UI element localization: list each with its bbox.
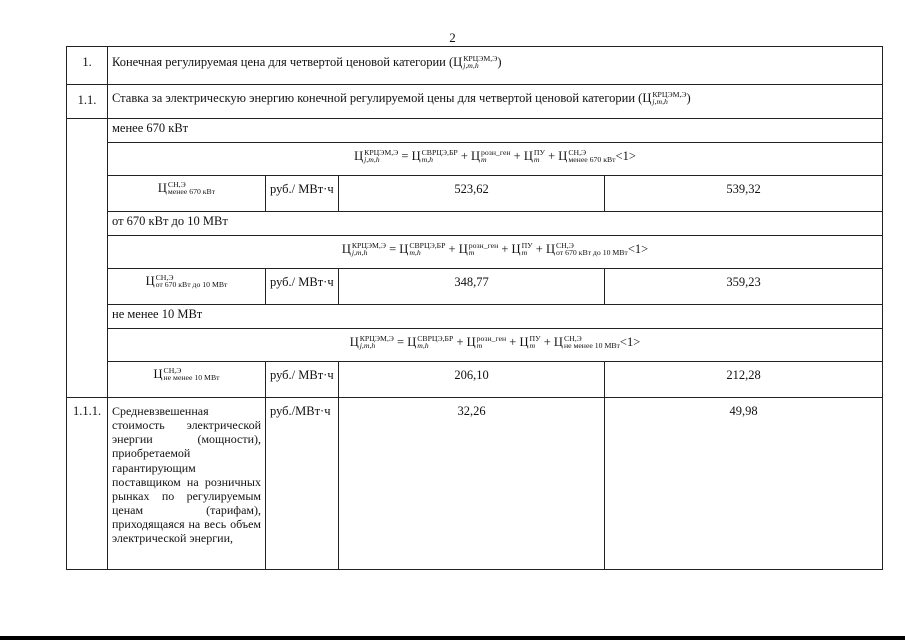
page-number: 2: [449, 30, 456, 45]
row-symbol: Ц СН,Э от 670 кВт до 10 МВт: [108, 269, 266, 305]
value-2: 212,28: [605, 362, 883, 398]
row-symbol: Ц СН,Э менее 670 кВт: [108, 176, 266, 212]
row-title-text: Ставка за электрическую энергию конечной регулируемой цены для четвертой ценовой категории: [112, 91, 636, 105]
scan-edge: [0, 636, 905, 640]
price-symbol: Ц КРЦЭМ,Э j,m,h: [642, 90, 687, 107]
table-row: [67, 47, 883, 85]
formula: Ц КРЦЭМ,Э j,m,h = Ц СВРЦЭ,БР m,h + Ц розн_ген m + Ц ПУ m + Ц СН,Э менее 670 кВт <1>: [108, 143, 883, 176]
table-row: [67, 329, 883, 362]
row-title-text: Конечная регулируемая цена для четвертой ценовой категории: [112, 55, 446, 69]
value-2: 359,23: [605, 269, 883, 305]
value-1: 348,77: [339, 269, 605, 305]
blank-cell: [67, 119, 108, 398]
unit: руб./МВт·ч: [266, 398, 339, 570]
price-table: [66, 46, 883, 570]
table-row: [67, 85, 883, 119]
group-label: менее 670 кВт: [108, 119, 883, 143]
unit: руб./ МВт·ч: [266, 176, 339, 212]
table-row: [67, 119, 883, 143]
unit: руб./ МВт·ч: [266, 362, 339, 398]
row-description: Средневзвешенная стоимость электрической энергии (мощности), приобретаемой гарантирующим поставщиком на розничных рынках по регулируемым ценам (тарифам), приходящаяся на весь объем электрической энергии,: [108, 398, 266, 570]
value-2: 539,32: [605, 176, 883, 212]
formula: Ц КРЦЭМ,Э j,m,h = Ц СВРЦЭ,БР m,h + Ц розн_ген m + Ц ПУ m + Ц СН,Э не менее 10 МВт <1>: [108, 329, 883, 362]
table-row: [67, 362, 883, 398]
row-title: Ставка за электрическую энергию конечной регулируемой цены для четвертой ценовой категории (Ц КРЦЭМ,Э j,m,h ): [108, 85, 883, 119]
table-row: [67, 269, 883, 305]
value-1: 206,10: [339, 362, 605, 398]
row-number: 1.1.: [67, 85, 108, 119]
row-number: 1.: [67, 47, 108, 85]
group-label: не менее 10 МВт: [108, 305, 883, 329]
row-number: 1.1.1.: [67, 398, 108, 570]
value-1: 523,62: [339, 176, 605, 212]
table-row: [67, 305, 883, 329]
table-row: [67, 236, 883, 269]
row-title: Конечная регулируемая цена для четвертой ценовой категории (Ц КРЦЭМ,Э j,m,h ): [108, 47, 883, 85]
row-symbol: Ц СН,Э не менее 10 МВт: [108, 362, 266, 398]
table-row: [67, 398, 883, 570]
value-1: 32,26: [339, 398, 605, 570]
group-label: от 670 кВт до 10 МВт: [108, 212, 883, 236]
value-2: 49,98: [605, 398, 883, 570]
price-symbol: Ц КРЦЭМ,Э j,m,h: [453, 54, 498, 71]
table-row: [67, 212, 883, 236]
formula: Ц КРЦЭМ,Э j,m,h = Ц СВРЦЭ,БР m,h + Ц розн_ген m + Ц ПУ m + Ц СН,Э от 670 кВт до 10 МВт <1>: [108, 236, 883, 269]
table-row: [67, 176, 883, 212]
unit: руб./ МВт·ч: [266, 269, 339, 305]
table-row: [67, 143, 883, 176]
